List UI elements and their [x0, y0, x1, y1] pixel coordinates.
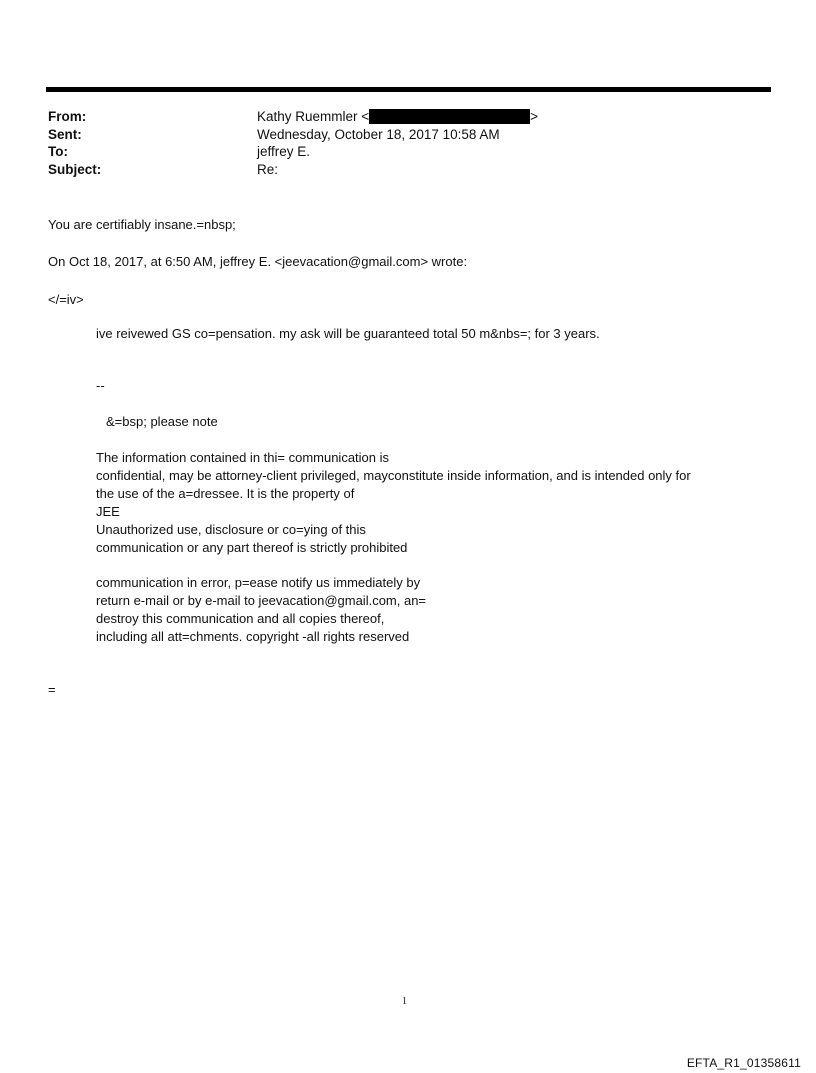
please-note: &=bsp; please note: [106, 414, 218, 429]
to-row: [48, 143, 748, 161]
trailing-equals: =: [48, 682, 56, 697]
div-artifact: </=iv>: [48, 292, 84, 307]
sender-name: Kathy Ruemmler <: [257, 109, 370, 124]
subject-label: Subject:: [48, 161, 102, 177]
sent-row: [48, 126, 748, 144]
disclaimer-line: Unauthorized use, disclosure or co=ying of this: [96, 522, 366, 537]
disclaimer-line: communication or any part thereof is strictly prohibited: [96, 540, 408, 555]
to-label: To:: [48, 144, 68, 159]
error-notice-line: destroy this communication and all copies thereof,: [96, 611, 385, 626]
signature-dashes: --: [96, 378, 105, 393]
error-notice-line: return e-mail or by e-mail to jeevacation@gmail.com, an=: [96, 593, 427, 608]
sent-value: Wednesday, October 18, 2017 10:58 AM: [257, 126, 500, 142]
redaction-bar: [369, 109, 530, 124]
sent-label: Sent:: [48, 126, 82, 142]
quoted-message: ive reivewed GS co=pensation. my ask will be guaranteed total 50 m&nbs=; for 3 years.: [96, 326, 600, 341]
from-value: [257, 108, 538, 126]
header-divider: [46, 87, 771, 92]
subject-value: Re:: [257, 161, 279, 177]
error-notice-paragraph: [96, 574, 426, 646]
email-header: [48, 108, 748, 178]
disclaimer-line: The information contained in thi= communication is: [96, 450, 390, 465]
error-notice-line: communication in error, p=ease notify us immediately by: [96, 575, 421, 590]
to-value: jeffrey E.: [257, 144, 311, 159]
document-id: EFTA_R1_01358611: [686, 1056, 801, 1070]
quote-intro: On Oct 18, 2017, at 6:50 AM, jeffrey E. <jeevacation@gmail.com> wrote:: [48, 254, 468, 269]
disclaimer-paragraph: [96, 449, 691, 557]
disclaimer-line: JEE: [96, 504, 120, 519]
sender-close-bracket: >: [530, 109, 539, 124]
reply-text: You are certifiably insane.=nbsp;: [48, 217, 236, 232]
subject-row: [48, 161, 748, 179]
disclaimer-line: the use of the a=dressee. It is the property of: [96, 486, 355, 501]
disclaimer-line: confidential, may be attorney-client privileged, mayconstitute inside information, and is intended only for: [96, 468, 691, 483]
page-number: 1: [402, 996, 407, 1007]
from-row: [48, 108, 748, 126]
error-notice-line: including all att=chments. copyright -all rights reserved: [96, 629, 410, 644]
from-label: From:: [48, 109, 87, 124]
